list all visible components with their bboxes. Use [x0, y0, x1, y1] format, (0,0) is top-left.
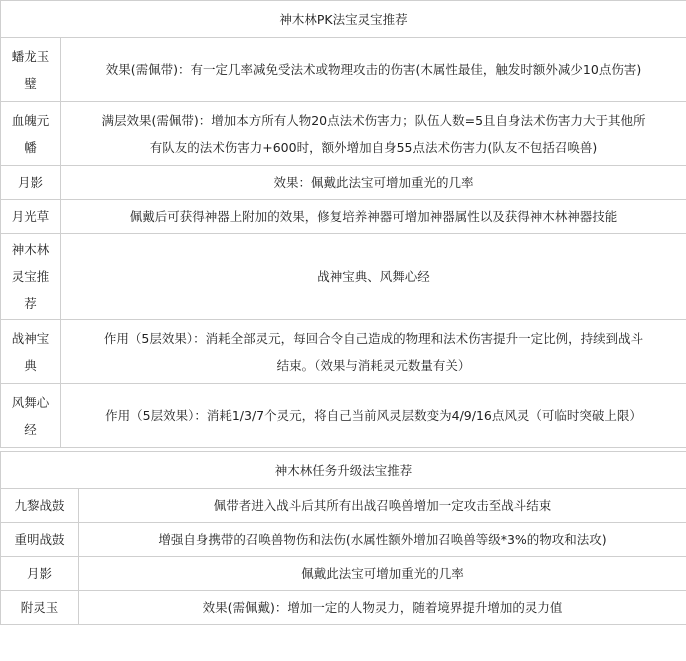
treasure-effect [61, 234, 686, 320]
table-row [1, 166, 686, 200]
table-row [1, 234, 686, 320]
treasure-name-line: 战神宝 [11, 330, 50, 346]
treasure-name [1, 591, 79, 625]
table-row [1, 320, 686, 384]
treasure-name [1, 166, 61, 200]
treasure-name [1, 234, 61, 320]
treasure-effect-line: 满层效果(需佩带)：增加本方所有人物20点法术伤害力；队伍人数=5且自身法术伤害力大于其他所 [101, 112, 646, 128]
treasure-name-line: 经 [24, 421, 37, 437]
treasure-name-line: 九黎战鼓 [14, 498, 65, 513]
treasure-effect [61, 102, 686, 166]
treasure-effect-line: 效果(需佩带)：有一定几率减免受法术或物理攻击的伤害(木属性最佳，触发时额外减少10点伤害) [105, 62, 642, 77]
treasure-effect-line: 增强自身携带的召唤兽物伤和法伤(水属性额外增加召唤兽等级*3%的物攻和法攻) [158, 532, 607, 547]
treasure-name-line: 璧 [24, 75, 37, 91]
treasure-effect [61, 200, 686, 234]
treasure-name-line: 风舞心 [11, 394, 50, 410]
treasure-name-line: 蟠龙玉 [11, 48, 50, 64]
treasure-effect-line: 战神宝典、风舞心经 [317, 269, 430, 284]
table-title-row [1, 1, 686, 38]
table-row [1, 102, 686, 166]
treasure-effect-line: 作用（5层效果）：消耗1/3/7个灵元，将自己当前风灵层数变为4/9/16点风灵（可临时突破上限） [105, 408, 642, 423]
treasure-effect [79, 591, 686, 625]
treasure-effect-line: 作用（5层效果）：消耗全部灵元，每回合令自己造成的物理和法术伤害提升一定比例，持续到战斗 [103, 330, 644, 346]
treasure-effect [79, 523, 686, 557]
treasure-effect [61, 320, 686, 384]
treasure-effect [61, 166, 686, 200]
table-row [1, 384, 686, 448]
treasure-name [1, 200, 61, 234]
treasure-effect-line: 效果(需佩戴)：增加一定的人物灵力，随着境界提升增加的灵力值 [202, 600, 563, 615]
treasure-effect [79, 557, 686, 591]
table-row [1, 38, 686, 102]
treasure-effect [79, 489, 686, 523]
treasure-name-line: 神木林 [11, 242, 50, 257]
treasure-name-line: 幡 [24, 139, 37, 155]
treasure-effect-line: 佩带者进入战斗后其所有出战召唤兽增加一定攻击至战斗结束 [213, 498, 552, 513]
treasure-name-line: 血魄元 [11, 112, 50, 128]
treasure-effect [61, 384, 686, 448]
treasure-name [1, 102, 61, 166]
table-row [1, 557, 686, 591]
treasure-name [1, 489, 79, 523]
treasure-name-line: 附灵玉 [20, 600, 59, 615]
treasure-name-line: 月光草 [11, 209, 50, 224]
treasure-effect-line: 有队友的法术伤害力+600时，额外增加自身55点法术伤害力(队友不包括召唤兽) [149, 139, 598, 155]
treasure-name [1, 557, 79, 591]
treasure-effect-line: 佩戴此法宝可增加重光的几率 [301, 566, 464, 581]
treasure-effect-line: 佩戴后可获得神器上附加的效果，修复培养神器可增加神器属性以及获得神木林神器技能 [129, 209, 618, 224]
table-row [1, 591, 686, 625]
treasure-name [1, 384, 61, 448]
treasure-name-line: 灵宝推 [11, 269, 50, 284]
table-quest-treasures [0, 448, 686, 625]
table-row [1, 523, 686, 557]
treasure-effect [61, 38, 686, 102]
treasure-name-line: 荐 [24, 296, 37, 311]
treasure-effect-line: 效果：佩戴此法宝可增加重光的几率 [273, 175, 474, 190]
treasure-effect-line: 结束。（效果与消耗灵元数量有关） [276, 357, 471, 373]
treasure-name [1, 320, 61, 384]
treasure-name-line: 典 [24, 357, 37, 373]
treasure-name [1, 38, 61, 102]
table-title: 神木林任务升级法宝推荐 [1, 452, 686, 489]
treasure-name-line: 月影 [26, 566, 52, 581]
treasure-name-line: 重明战鼓 [14, 532, 65, 547]
table-row [1, 489, 686, 523]
table-row [1, 200, 686, 234]
treasure-name-line: 月影 [17, 175, 43, 190]
table-title-row [1, 452, 686, 489]
treasure-name [1, 523, 79, 557]
table-title: 神木林PK法宝灵宝推荐 [1, 1, 686, 38]
